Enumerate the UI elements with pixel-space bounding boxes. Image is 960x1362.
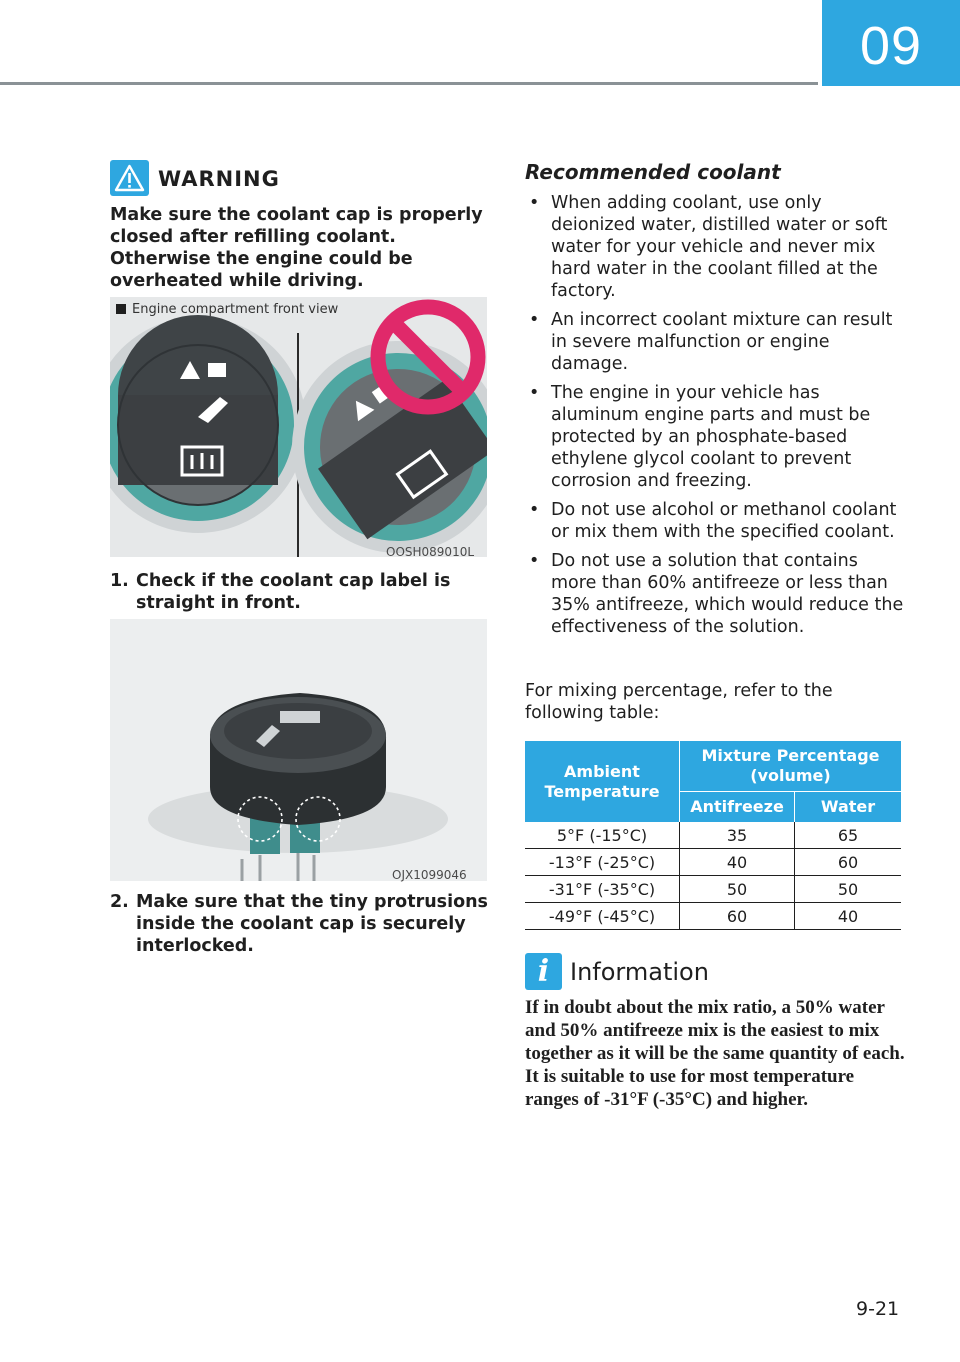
recommended-coolant-list	[525, 192, 905, 645]
table-cell-antifreeze: 60	[680, 903, 795, 930]
coolant-cap-side-illustration	[110, 619, 487, 881]
warning-title: WARNING	[158, 167, 280, 191]
square-marker-icon	[116, 304, 126, 314]
step-1	[110, 570, 490, 614]
list-item: • An incorrect coolant mixture can result in severe malfunction or engine damage.	[529, 310, 893, 374]
warning-text: Make sure the coolant cap is properly closed after refilling coolant. Otherwise the engine could be overheated while driving.	[110, 205, 483, 291]
header-rule	[0, 82, 818, 85]
table-row	[525, 822, 901, 849]
table-cell-water: 60	[795, 849, 902, 876]
bullet-icon: •	[529, 551, 540, 571]
table-cell-antifreeze: 40	[680, 849, 795, 876]
recommended-coolant-heading: Recommended coolant	[525, 160, 781, 184]
table-cell-temperature: 5°F (-15°C)	[525, 822, 680, 849]
table-row	[525, 849, 901, 876]
table-cell-water: 40	[795, 903, 902, 930]
chapter-tab: 09	[822, 0, 960, 86]
table-cell-temperature: -49°F (-45°C)	[525, 903, 680, 930]
list-item: • When adding coolant, use only deionized water, distilled water or soft water for your vehicle and never mix hard water in the coolant filled at the factory.	[529, 193, 888, 301]
bullet-icon: •	[529, 383, 540, 403]
bullet-icon: •	[529, 310, 540, 330]
bullet-icon: •	[529, 193, 540, 213]
bullet-icon: •	[529, 500, 540, 520]
list-item: • The engine in your vehicle has aluminum engine parts and must be protected by an phosphate-based ethylene glycol coolant to prevent corrosion and freezing.	[529, 383, 871, 491]
table-row	[525, 903, 901, 930]
coolant-cap-comparison-figure	[110, 297, 487, 557]
step-1-text: Check if the coolant cap label is straight in front.	[136, 571, 451, 613]
table-cell-water: 50	[795, 876, 902, 903]
step-2	[110, 891, 490, 957]
information-title: Information	[570, 958, 709, 986]
table-cell-water: 65	[795, 822, 902, 849]
step-2-number: 2.	[110, 892, 129, 912]
warning-triangle-icon	[110, 160, 149, 196]
table-cell-antifreeze: 50	[680, 876, 795, 903]
figure1-code: OOSH089010L	[386, 545, 475, 559]
table-header-mixture: Mixture Percentage (volume)	[680, 741, 902, 792]
step-2-text: Make sure that the tiny protrusions inside the coolant cap is securely interlocked.	[136, 892, 488, 956]
mixing-intro: For mixing percentage, refer to the following table:	[525, 681, 833, 723]
step-1-number: 1.	[110, 571, 129, 591]
figure1-caption: Engine compartment front view	[116, 302, 338, 317]
page-number: 9-21	[856, 1298, 900, 1320]
table-header-water: Water	[795, 792, 902, 823]
list-item: • Do not use a solution that contains more than 60% antifreeze or less than 35% antifreeze, which would reduce the effectiveness of the solution.	[529, 551, 904, 637]
figure2-code: OJX1099046	[392, 868, 467, 882]
table-cell-temperature: -13°F (-25°C)	[525, 849, 680, 876]
list-item: • Do not use alcohol or methanol coolant or mix them with the specified coolant.	[529, 500, 897, 542]
table-header-antifreeze: Antifreeze	[680, 792, 795, 823]
coolant-cap-comparison-illustration	[110, 297, 487, 557]
table-cell-antifreeze: 35	[680, 822, 795, 849]
table-header-ambient: Ambient Temperature	[525, 741, 680, 822]
table-cell-temperature: -31°F (-35°C)	[525, 876, 680, 903]
mixture-table	[525, 741, 901, 930]
table-row	[525, 876, 901, 903]
coolant-cap-side-figure	[110, 619, 487, 881]
information-text: If in doubt about the mix ratio, a 50% water and 50% antifreeze mix is the easiest to mix together as it will be the same quantity of each. It is suitable to use for most temperature ranges of -31°F (-35°C) and higher.	[525, 997, 905, 1110]
info-icon: i	[525, 953, 562, 990]
